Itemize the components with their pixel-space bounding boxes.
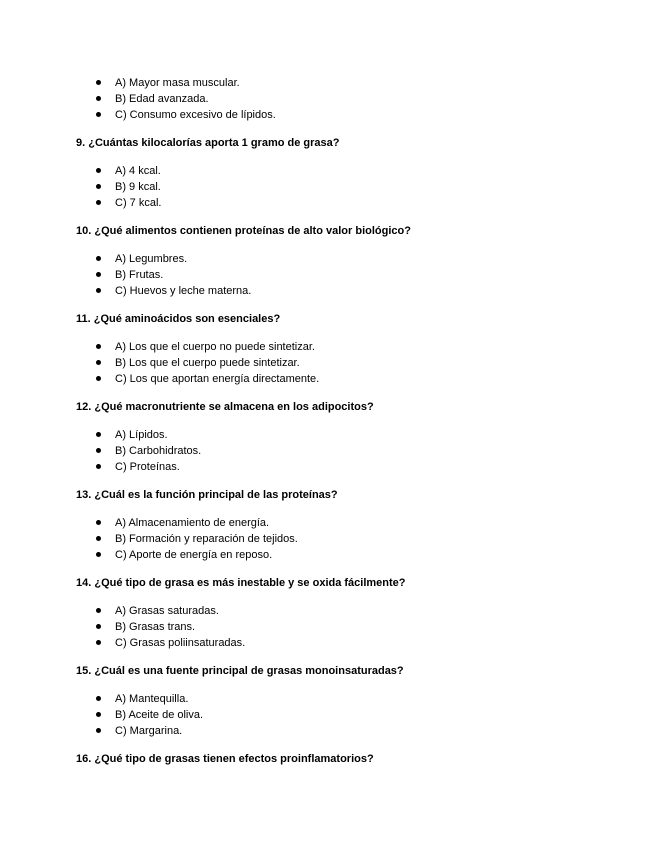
bullet-icon	[96, 624, 101, 629]
option-item	[76, 179, 636, 195]
question-title: 16. ¿Qué tipo de grasas tienen efectos proinflamatorios?	[76, 753, 374, 765]
option-text: B) Aceite de oliva.	[115, 709, 204, 721]
question-title: 11. ¿Qué aminoácidos son esenciales?	[76, 313, 281, 325]
bullet-icon	[96, 448, 101, 453]
option-item	[76, 91, 636, 107]
option-item	[76, 427, 636, 443]
bullet-icon	[96, 552, 101, 557]
question-block-11	[76, 311, 636, 387]
bullet-icon	[96, 376, 101, 381]
option-item	[76, 75, 636, 91]
bullet-icon	[96, 256, 101, 261]
option-text: A) Almacenamiento de energía.	[115, 517, 270, 529]
bullet-icon	[96, 112, 101, 117]
question-block-13	[76, 487, 636, 563]
option-text: A) 4 kcal.	[115, 165, 161, 177]
option-item	[76, 619, 636, 635]
option-text: B) Grasas trans.	[115, 621, 196, 633]
option-item	[76, 371, 636, 387]
option-text: C) Proteínas.	[115, 461, 180, 473]
question-title: 10. ¿Qué alimentos contienen proteínas de alto valor biológico?	[76, 225, 411, 237]
bullet-icon	[96, 432, 101, 437]
option-text: C) Aporte de energía en reposo.	[115, 549, 273, 561]
option-text: C) Huevos y leche materna.	[115, 285, 252, 297]
question-block-16	[76, 751, 636, 767]
question-title: 15. ¿Cuál es una fuente principal de grasas monoinsaturadas?	[76, 665, 404, 677]
option-item	[76, 267, 636, 283]
bullet-icon	[96, 696, 101, 701]
option-text: A) Grasas saturadas.	[115, 605, 219, 617]
question-block-10	[76, 223, 636, 299]
bullet-icon	[96, 608, 101, 613]
bullet-icon	[96, 360, 101, 365]
option-item	[76, 283, 636, 299]
option-item	[76, 531, 636, 547]
option-text: C) Los que aportan energía directamente.	[115, 373, 320, 385]
question-title: 9. ¿Cuántas kilocalorías aporta 1 gramo de grasa?	[76, 137, 340, 149]
option-text: A) Mayor masa muscular.	[115, 77, 240, 89]
option-item	[76, 107, 636, 123]
bullet-icon	[96, 168, 101, 173]
bullet-icon	[96, 536, 101, 541]
option-item	[76, 515, 636, 531]
option-list	[76, 427, 636, 475]
bullet-icon	[96, 96, 101, 101]
bullet-icon	[96, 344, 101, 349]
option-item	[76, 251, 636, 267]
bullet-icon	[96, 288, 101, 293]
option-text: A) Legumbres.	[115, 253, 188, 265]
intro-options-block	[76, 75, 636, 123]
option-list	[76, 75, 636, 123]
bullet-icon	[96, 200, 101, 205]
option-text: B) Frutas.	[115, 269, 164, 281]
bullet-icon	[96, 712, 101, 717]
bullet-icon	[96, 520, 101, 525]
option-item	[76, 195, 636, 211]
option-text: A) Los que el cuerpo no puede sintetizar.	[115, 341, 315, 353]
option-item	[76, 635, 636, 651]
option-item	[76, 443, 636, 459]
option-item	[76, 355, 636, 371]
option-item	[76, 459, 636, 475]
question-block-14	[76, 575, 636, 651]
bullet-icon	[96, 272, 101, 277]
option-item	[76, 691, 636, 707]
option-text: B) Edad avanzada.	[115, 93, 209, 105]
option-item	[76, 547, 636, 563]
option-text: C) 7 kcal.	[115, 197, 162, 209]
option-item	[76, 339, 636, 355]
option-text: B) Formación y reparación de tejidos.	[115, 533, 298, 545]
option-text: B) 9 kcal.	[115, 181, 161, 193]
option-text: C) Grasas poliinsaturadas.	[115, 637, 246, 649]
option-text: A) Lípidos.	[115, 429, 168, 441]
question-title: 13. ¿Cuál es la función principal de las proteínas?	[76, 489, 338, 501]
question-block-12	[76, 399, 636, 475]
option-text: C) Margarina.	[115, 725, 183, 737]
option-list	[76, 163, 636, 211]
question-block-15	[76, 663, 636, 739]
option-list	[76, 251, 636, 299]
option-text: C) Consumo excesivo de lípidos.	[115, 109, 276, 121]
question-block-9	[76, 135, 636, 211]
option-list	[76, 515, 636, 563]
option-text: B) Carbohidratos.	[115, 445, 202, 457]
bullet-icon	[96, 184, 101, 189]
option-item	[76, 603, 636, 619]
option-item	[76, 723, 636, 739]
bullet-icon	[96, 640, 101, 645]
option-item	[76, 707, 636, 723]
option-text: B) Los que el cuerpo puede sintetizar.	[115, 357, 300, 369]
question-title: 14. ¿Qué tipo de grasa es más inestable y se oxida fácilmente?	[76, 577, 406, 589]
bullet-icon	[96, 728, 101, 733]
option-text: A) Mantequilla.	[115, 693, 189, 705]
option-item	[76, 163, 636, 179]
bullet-icon	[96, 80, 101, 85]
option-list	[76, 691, 636, 739]
option-list	[76, 339, 636, 387]
option-list	[76, 603, 636, 651]
bullet-icon	[96, 464, 101, 469]
question-title: 12. ¿Qué macronutriente se almacena en los adipocitos?	[76, 401, 374, 413]
